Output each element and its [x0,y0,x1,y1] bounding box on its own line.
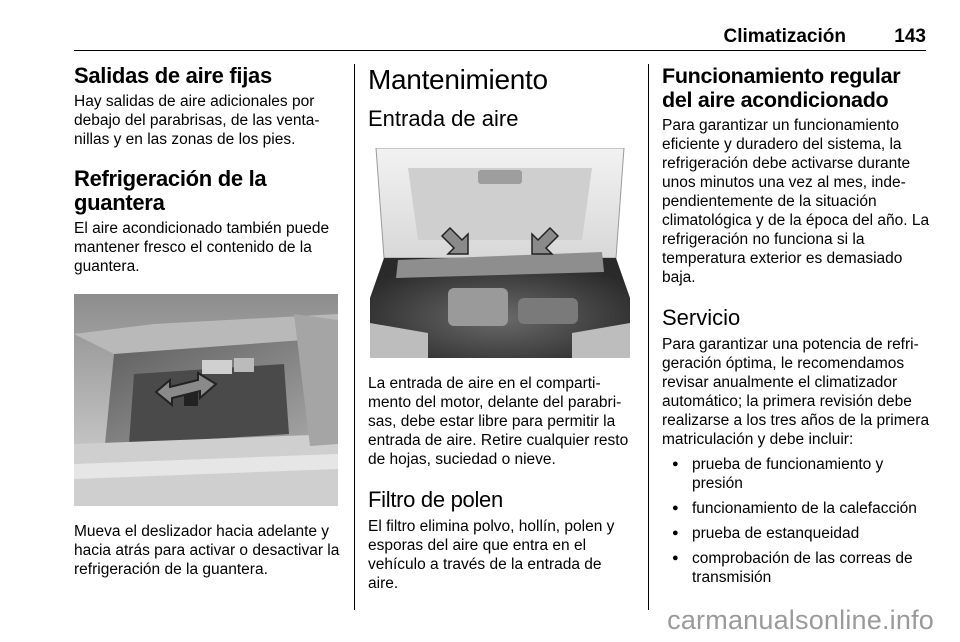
column-divider [648,64,649,610]
heading-salidas: Salidas de aire fijas [74,63,272,88]
glovebox-illustration [74,294,338,506]
engine-bay-photo [368,148,632,358]
column-divider [354,64,355,610]
column-left [74,64,342,579]
para-refrigeracion: El aire acondicionado también puede mantener fresco el contenido de la guantera. [74,220,330,275]
heading-refrigeracion: Refrigeración de la guantera [74,166,267,215]
list-item: ● funcionamiento de la calefacción [662,499,930,518]
column-middle [368,64,634,593]
heading-funcionamiento: Funcionamiento regular del aire acondicionado [662,64,901,112]
para-servicio: Para garantizar una potencia de refri-geración óptima, le recomendamos revisar anualmente el climatizador automático; la primera revisión debe realizarse a los tres años de la primera matriculación y debe incluir: [662,336,930,448]
page-header [74,18,926,51]
para-filtro: El filtro elimina polvo, hollín, polen y esporas del aire que entra en el vehículo a través de la entrada de aire. [368,518,615,592]
section-title: Climatización [723,26,846,47]
heading-entrada: Entrada de aire [368,106,519,131]
heading-mantenimiento: Mantenimiento [368,64,548,95]
para-mueva: Mueva el deslizador hacia adelante y hacia atrás para activar o desactivar la refrigeración de la guantera. [74,523,340,578]
para-funcionamiento: Para garantizar un funcionamiento eficiente y duradero del sistema, la refrigeración debe activarse durante unos minutos una vez al mes, inde-pendientemente de la situación climatológica y de la época del año. La refrigeración no funciona si la temperatura exterior es demasiado baja. [662,117,930,286]
list-item: ● prueba de funcionamiento y presión [662,455,930,493]
list-item: ● comprobación de las correas de transmisión [662,549,930,587]
service-checklist [662,455,930,587]
page-number: 143 [894,26,926,47]
list-item: ● prueba de estanqueidad [662,524,930,543]
watermark: carmanualsonline.info [667,605,934,635]
heading-servicio: Servicio [662,305,741,330]
glovebox-photo [74,294,338,506]
engine-bay-illustration [368,148,632,358]
column-right [662,64,930,587]
para-entrada: La entrada de aire en el comparti-mento del motor, delante del parabri-sas, debe estar libre para permitir la entrada de aire. Retire cualquier resto de hojas, suciedad o nieve. [368,375,629,468]
heading-filtro: Filtro de polen [368,487,503,512]
para-salidas: Hay salidas de aire adicionales por debajo del parabrisas, de las venta-nillas y en las zonas de los pies. [74,93,320,148]
